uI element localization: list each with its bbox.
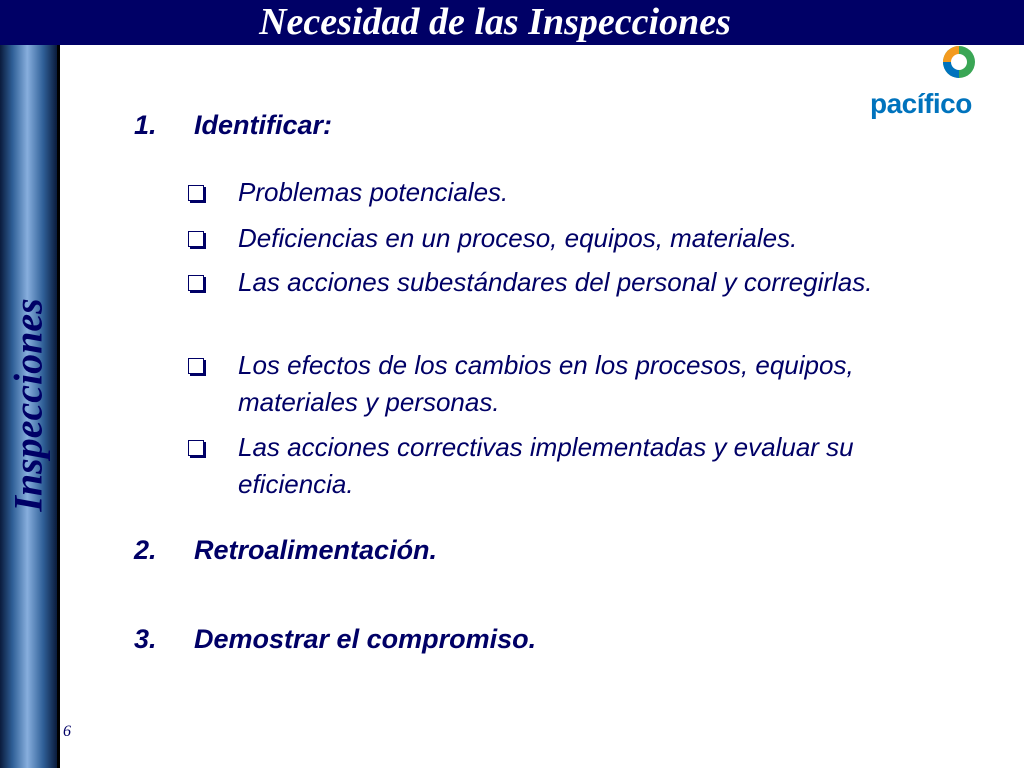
sub-list-item (188, 429, 878, 503)
list-number: 1. (134, 110, 157, 140)
list-item-compromiso (134, 624, 536, 655)
page-number: 6 (63, 723, 71, 740)
logo-mark-icon (941, 44, 977, 80)
page-title: Necesidad de las Inspecciones (259, 1, 731, 43)
sub-list-item (188, 264, 878, 301)
sidebar-label: Inspecciones (5, 298, 51, 512)
sidebar-divider (57, 45, 60, 768)
checkbox-bullet-icon (188, 358, 204, 374)
sub-list-text: Deficiencias en un proceso, equipos, materiales. (238, 223, 798, 253)
list-item-retroalimentacion (134, 535, 437, 566)
checkbox-bullet-icon (188, 275, 204, 291)
list-number: 3. (134, 624, 157, 654)
sub-list-item (188, 220, 908, 257)
sub-list-item (188, 347, 888, 421)
sub-list-text: Los efectos de los cambios en los procesos, equipos, materiales y personas. (238, 350, 854, 417)
list-label: Demostrar el compromiso. (194, 624, 537, 654)
list-label: Identificar: (194, 110, 333, 140)
checkbox-bullet-icon (188, 440, 204, 456)
logo-text: pacífico (870, 88, 972, 119)
checkbox-bullet-icon (188, 231, 204, 247)
checkbox-bullet-icon (188, 185, 204, 201)
sub-list-text: Las acciones correctivas implementadas y evaluar su eficiencia. (238, 432, 854, 499)
sub-list-text: Las acciones subestándares del personal y corregirlas. (238, 267, 873, 297)
pacifico-logo (866, 44, 986, 124)
list-number: 2. (134, 535, 157, 565)
list-label: Retroalimentación. (194, 535, 438, 565)
list-item-identificar (134, 110, 332, 141)
sub-list-text: Problemas potenciales. (238, 177, 509, 207)
sub-list-item (188, 174, 908, 211)
